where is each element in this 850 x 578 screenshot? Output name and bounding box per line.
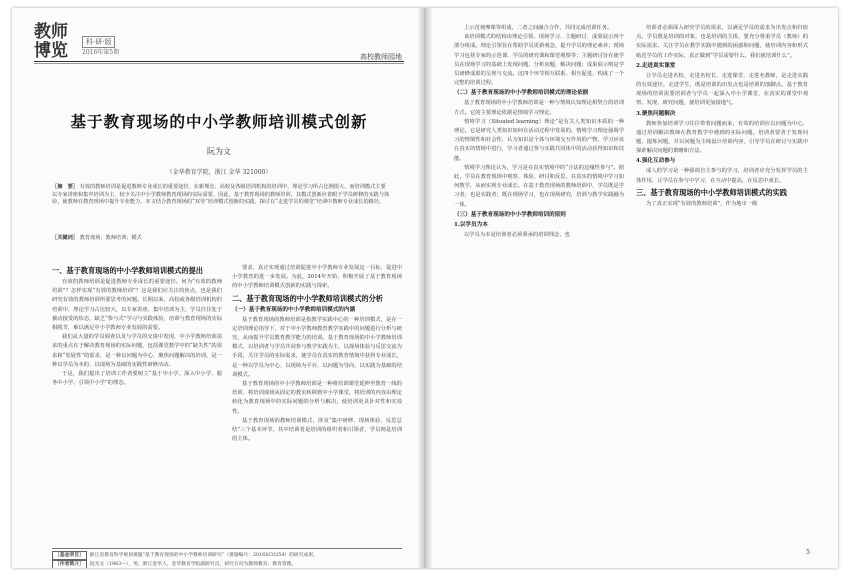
issue-label: 2016年第5期: [82, 49, 120, 56]
principle-heading: 2.走进真实课堂: [636, 62, 676, 69]
right-column-2: [636, 24, 808, 209]
principle-heading: 3.聚焦问题解决: [636, 110, 676, 117]
paragraph: 基于教育现场的中小学教师培训是一种与情境认知理论相契合的培训方式。它的主要理论依据是情境学习理论。: [454, 100, 624, 116]
article-author: 阮为文: [207, 147, 231, 156]
fund-label: ［基金项目］: [52, 551, 87, 560]
paragraph: 要求，真正实现通过培训促进中小学教师专业发展这一目标，促进中小学教育的进一步发展。为此，2014年开始，积极开展了基于教育现场的中小学教师培训模式创新的实践与探索。: [232, 265, 402, 290]
fund-text: 浙江省教育科学规划课题“基于教育现场的中小学教师培训研究”（课题编号：2016SC0254）的研究成果。: [89, 553, 318, 558]
paragraph: 基于教育现场的教师培训是指教学实践中心的一种培训模式，是在一定培训理论指导下，对于中小学教师教育教学实践中的问题进行分析与研究，从而提升学员教育教学能力的培训。基于教育现场的中小学教师培训模式，以培训者与学员共同参与教学实践为主，以现场体验与反思交流为手段，关注学员的实际需求，使学员在真实的教育情境中获得专业成长，是一种以学员为中心、以现场为平台、以问题为导向、以实践为基础的培训模式。: [232, 316, 402, 378]
author-info-text: 阮为文（1963—），男，浙江金华人，金华教育学院副研究员，研究方向为教师教育、教育管理。: [89, 562, 297, 567]
subsection-heading: （二）基于教育现场的中小学教师培训模式的理论依据: [454, 90, 589, 97]
subsection-heading: （一）基于教育现场的中小学教师培训模式的内涵: [232, 306, 356, 313]
paragraph: 以学员为本是培训者必须秉承的培训理念，也: [464, 231, 570, 238]
paragraph: 成人的学习是一种强调自主参与的学习，培训者应充分发挥学员的主体作用，让学员在参与中学习，在互动中提高，在反思中成长。: [636, 168, 808, 184]
header-rule: [34, 61, 404, 62]
paragraph: 教师参加培训学习往往带着问题而来，有效的培训应以问题为中心，通过培训解决教师在教育教学中遇到的实际问题。培训者要善于发现问题、提炼问题，并以问题为主线设计培训内容，引导学员在研讨与实践中探索解决问题的策略和方法。: [636, 120, 808, 155]
paragraph: 培训者必须深入研究学员的需求，以满足学员的需求为出发点和归宿点。学员既是培训的对象，也是培训的主体，要充分尊重学员（教师）的实际需求，关注学员在教学实践中遇到的困惑和问题，使培训内容和形式贴近学员的工作实际，真正做到“学员需要什么，我们就培训什么”。: [636, 25, 808, 59]
subsection-heading: （三）基于教育现场的中小学教师培训的原则: [454, 211, 566, 218]
edition-tag: 科·研·版: [82, 36, 115, 48]
abstract-block: [52, 184, 390, 207]
page-number: 5: [806, 549, 810, 556]
paragraph: 情境学习理论认为，学习是在真实情境中的“合法的边缘性参与”。据此，学员在教育现场中观察、体验、研讨和反思，在真实的情境中学习如何教学，从而实现专业成长。在基于教育现场的教师培训中，学员既是学习者，也是实践者；既在现场学习，也在现场研究，培训与教学实践融为一体。: [454, 164, 624, 208]
principle-heading: 4.强化互动参与: [636, 158, 676, 165]
author-note: [52, 560, 402, 568]
paragraph: 该培训模式的结构由理论引领、现场学习、主题研讨、成果展示四个部分组成。理论引领旨在帮助学员更新观念，提升学员的理论素养；现场学习包括专家的示范课、学员的研究课和课堂观察等；主题研讨旨在使学员在现场学习的基础上发现问题、分析问题、解决问题；成果展示则是学员研修成果的呈现与交流。这四个环节相互联系、相互促进，构成了一个完整的培训过程。: [454, 34, 624, 87]
section-heading-3: 三、基于教育现场的中小学教师培训模式的实践: [636, 187, 787, 197]
paragraph: 有效的教师培训是促进教师专业成长的重要途径。何为“有效的教师培训”？怎样实现“有效的教师培训”？这是我们应关注的焦点，也是我们研究有效的教师培训所要思考的问题。长期以来，高校或各级培训机构的培训中，理论学习占比较大，以专家讲座、集中培训为主，学员往往处于被动接受的状态，缺乏“参与式”学习与实践体验，培训与教育现场的实际相脱节，难以满足中小学教师专业发展的需要。: [52, 279, 222, 332]
paragraph: 基于教育现场的教师培训模式，涉及“集中研修、现场体验、反思总结”三个基本环节。其中培训者是培训的组织者和引领者，学员则是培训的主体。: [232, 417, 402, 443]
keywords-label: ［关键词］: [52, 235, 78, 241]
right-page: [426, 8, 838, 568]
principle-heading: 1.以学员为本: [454, 221, 488, 228]
left-column-2: [232, 264, 402, 444]
right-column-1: [454, 24, 624, 240]
footnotes: [52, 548, 402, 568]
header-rule-thin: [34, 63, 404, 64]
article-title: 基于教育现场的中小学教师培训模式创新: [70, 112, 368, 131]
column-label: 高校教师园地: [360, 53, 402, 61]
abstract-label: ［摘 要］: [52, 184, 78, 190]
journal-spread: [12, 8, 838, 568]
section-heading-1: 一、基于教育现场的中小学教师培训模式的提出: [52, 266, 203, 275]
left-column-1: [52, 264, 222, 388]
paragraph: 于是，我们提出了培训工作者要树立“基于中小学、深入中小学、服务中小学、引领中小学”的理念。: [52, 371, 222, 387]
paragraph: 情境学习（Situated learning）理论”是有关人类知识本质的一种理论，它是研究人类知识如何在活动过程中发展的。情境学习理论强调学习的情境性和社会性，认为知识是个体与环境交互作用的产物，学习应该在真实的情境中进行，学习者通过参与实践共同体中的活动获得知识和技能。: [454, 118, 624, 162]
journal-logo: [34, 24, 78, 60]
author-affiliation: （金华教育学院，浙江 金华 321000）: [166, 169, 272, 176]
paragraph: 让学员走进名校、走进名校长、走进课堂、走进名教师，是走进实践的有效途径。走进学生，既是培训的出发点也是培训的落脚点。基于教育现场的培训需要培训者与学员一起深入中小学课堂，在真实的课堂中观察、发现、研究问题，使培训更加接地气。: [636, 72, 808, 107]
journal-name-line1: 教师: [34, 22, 68, 42]
author-info-label: ［作者简介］: [52, 560, 87, 568]
paragraph: 基于教育现场的中小学教师培训是一种将培训课堂延伸至教育一线的培训，将培训现场从固定的教室转移到中小学课堂，将培训的内容由理论转化为教育现场中的实际问题的分析与解决，使培训更具针对性和实效性。: [232, 381, 402, 415]
journal-name-line2: 博览: [34, 41, 68, 61]
paragraph: 我们从大量的学员调查以及与学员的交谈中发现，中小学教师培训需求的重点在于解决教育现场的实际问题，包括课堂教学中的“缺失性”的需求和“发展性”的需求，是一种以问题为中心、聚焦问题解决的培训，是一种以学员为本的、以现场为基础的实践性研修活动。: [52, 334, 222, 368]
keywords-text: 教育现场；教师培训；模式: [79, 235, 142, 241]
book-gutter: [417, 8, 433, 568]
paragraph: 上示范观摩课等组成，二者之间融合合作，共同完成培训任务。: [464, 25, 613, 31]
keywords-block: [52, 235, 390, 243]
abstract-text: 有效的教师培训是促进教师专业成长的重要途径。在新理念、高校及各级培训机构的培训中，理论学习所占比例很大，而培训模式主要以专家讲座和集中培训为主，较少关注中小学教师教育现场的实际需要。因此，基于教育现场的教师培训，其模式创新应着眼于学员研修的实践与体验，使教师在教育现场中提升专业能力。本文结合教育现场的“双导”培训模式创新的实践，探讨在“走进学员的课堂”培训中教师专业成长的路径。: [52, 184, 390, 206]
left-page: [12, 8, 424, 568]
fund-note: [52, 551, 402, 560]
section-heading-2: 二、基于教育现场的中小学教师培训模式的分析: [232, 293, 383, 303]
paragraph: 为了真正实现“有效的教师培训”，作为地市一级: [646, 200, 758, 207]
